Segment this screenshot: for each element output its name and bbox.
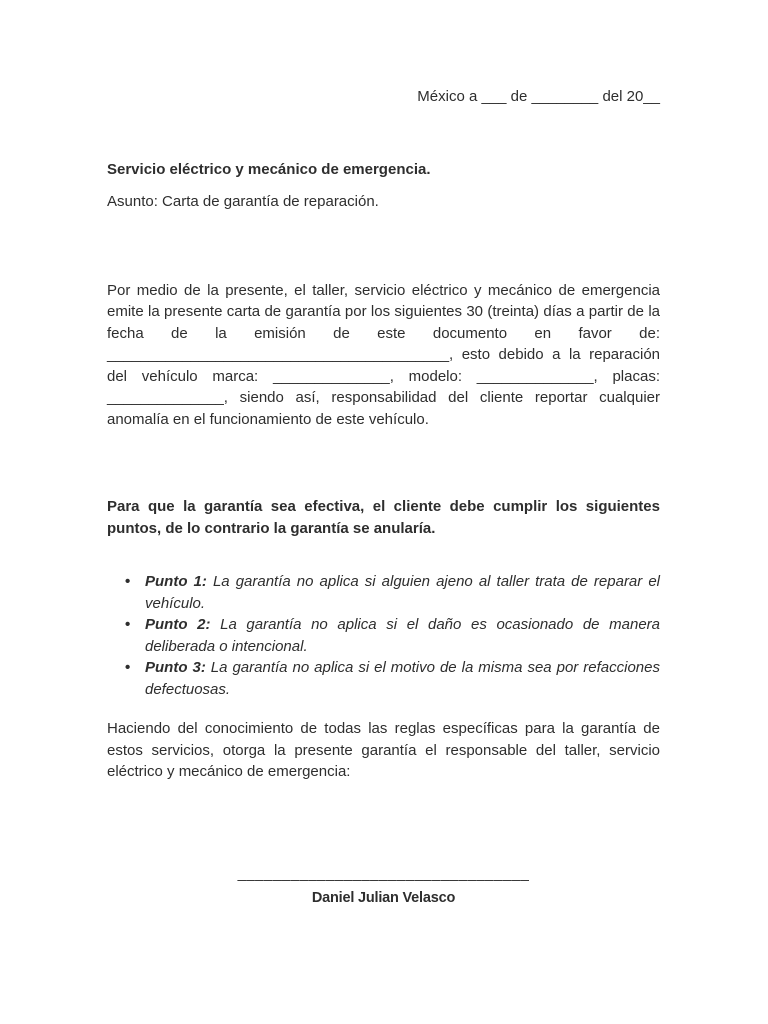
list-item bbox=[145, 614, 660, 657]
bullet-label: Punto 2: bbox=[145, 616, 211, 633]
bullet-label: Punto 3: bbox=[145, 659, 206, 676]
bullet-text: La garantía no aplica si alguien ajeno al taller trata de reparar el vehículo. bbox=[145, 573, 660, 612]
date-line: México a ___ de ________ del 20__ bbox=[417, 88, 660, 105]
list-item bbox=[145, 571, 660, 614]
signatory-name: Daniel Julian Velasco bbox=[311, 890, 456, 906]
list-item bbox=[145, 657, 660, 700]
bullet-label: Punto 1: bbox=[145, 573, 207, 590]
intro-paragraph: Por medio de la presente, el taller, servicio eléctrico y mecánico de emergencia emite la presente carta de garantía por los siguientes 30 (treinta) días a partir de la fecha de la emisión de este documento en favor de: _________________________________________, esto debido a la reparación del vehículo marca: ______________, modelo: ______________, placas: ______________, siendo así, responsabilidad del cliente reportar cualquier anomalía en el funcionamiento de este vehículo. bbox=[107, 281, 660, 428]
signature-block bbox=[107, 863, 660, 910]
conditions-heading: Para que la garantía sea efectiva, el cliente debe cumplir los siguientes puntos, de lo contrario la garantía se anularía. bbox=[107, 498, 660, 537]
closing-paragraph: Haciendo del conocimiento de todas las reglas específicas para la garantía de estos servicios, otorga la presente garantía el responsable del taller, servicio eléctrico y mecánico de emergencia: bbox=[107, 720, 660, 780]
conditions-list bbox=[107, 571, 660, 700]
bullet-text: La garantía no aplica si el motivo de la misma sea por refacciones defectuosas. bbox=[145, 659, 660, 698]
signature-line: _________________________________ bbox=[237, 864, 530, 882]
bullet-text: La garantía no aplica si el daño es ocasionado de manera deliberada o intencional. bbox=[145, 616, 661, 655]
document-title: Servicio eléctrico y mecánico de emergencia. bbox=[107, 160, 431, 178]
subject-line: Asunto: Carta de garantía de reparación. bbox=[107, 193, 379, 210]
